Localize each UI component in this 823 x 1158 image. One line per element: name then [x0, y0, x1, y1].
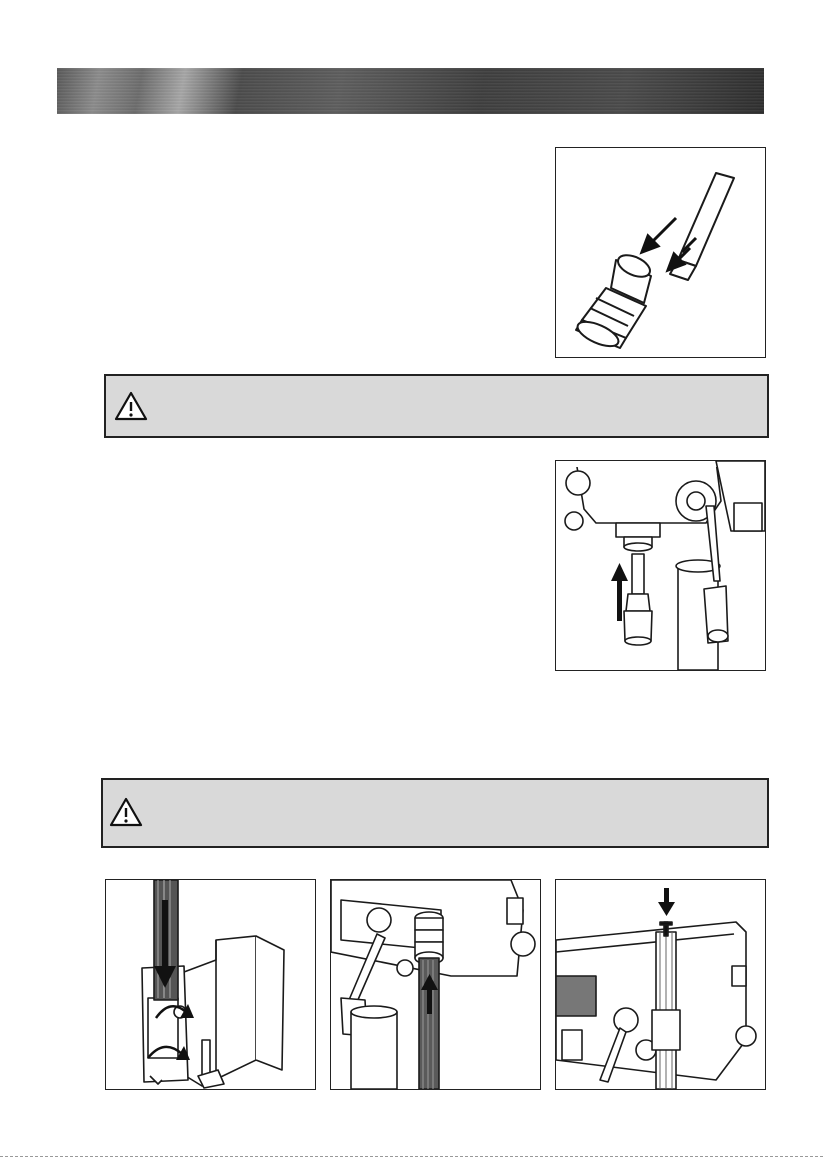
chuck-and-arbor-figure — [555, 147, 766, 358]
warning-box-2 — [101, 778, 769, 848]
arbor-insertion-figure — [555, 460, 766, 671]
section-header-band — [57, 68, 764, 114]
warning-triangle-icon — [114, 390, 148, 422]
chuck-guard-drawing — [106, 880, 315, 1089]
chuck-guard-figure — [105, 879, 316, 1090]
drift-key-figure — [555, 879, 766, 1090]
feed-handle-figure — [330, 879, 541, 1090]
warning-triangle-icon — [109, 796, 143, 828]
drift-key-drawing — [556, 880, 765, 1089]
chuck-and-arbor-drawing — [556, 148, 765, 357]
warning-box-1 — [104, 374, 769, 438]
arbor-insertion-drawing — [556, 461, 765, 670]
feed-handle-drawing — [331, 880, 540, 1089]
